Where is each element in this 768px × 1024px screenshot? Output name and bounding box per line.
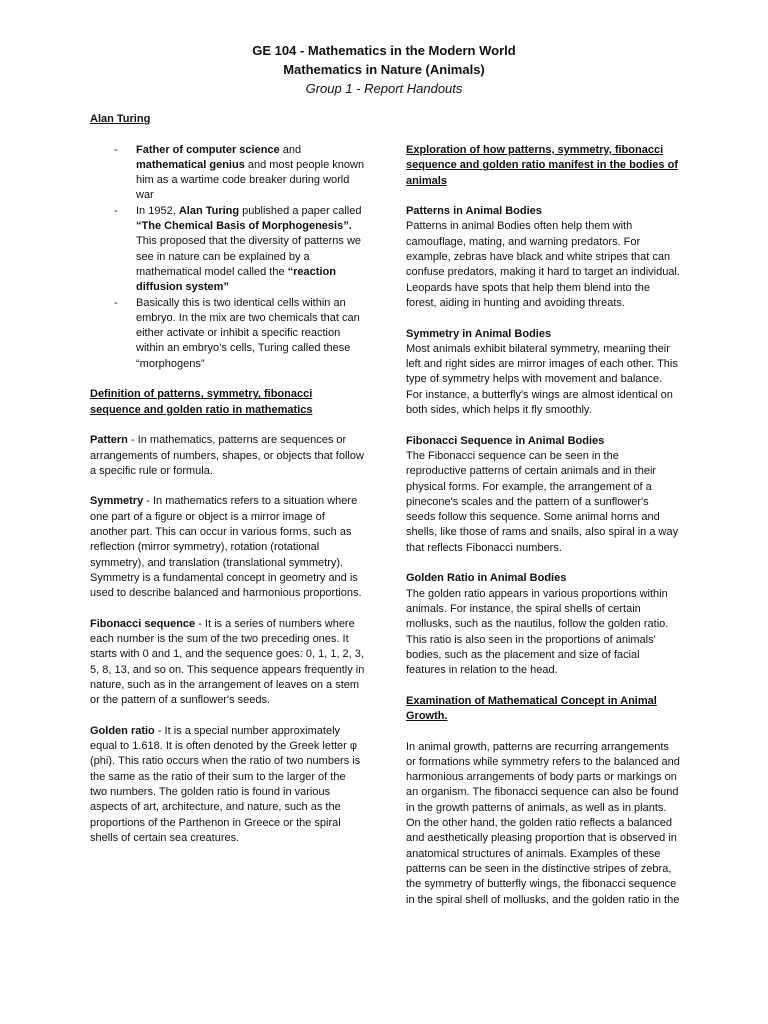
list-item: - In 1952, Alan Turing published a paper called “The Chemical Basis of Morphogenesis”. This proposed that the diversity of patterns we see in nature can be explained by a mathematical model called the “reaction diffusion system” bbox=[90, 204, 365, 296]
patterns-heading: Patterns in Animal Bodies bbox=[406, 205, 542, 218]
symmetry-text: Most animals exhibit bilateral symmetry, meaning their left and right sides are mirror images of each other. This type of symmetry helps with movement and balance. For instance, a butterfly's wings are almost identical on both sides, which helps it fly smoothly. bbox=[406, 342, 678, 417]
pattern-definition: Pattern - In mathematics, patterns are sequences or arrangements of numbers, shapes, or objects that follow a specific rule or formula. bbox=[90, 434, 364, 477]
fibonacci-definition: Fibonacci sequence - It is a series of numbers where each number is the sum of the two preceding ones. It starts with 0 and 1, and the sequence goes: 0, 1, 1, 2, 3, 5, 8, 13, and so on. This sequence appears frequently in nature, such as in the arrangement of leaves on a stem or the pattern of a sunflower's seeds. bbox=[90, 617, 365, 707]
patterns-text: Patterns in animal Bodies often help them with camouflage, mating, and warning predators. For example, zebras have black and white stripes that can confuse predators, making it hard to target an individual. Leopards have spots that help them blend into the forest, aiding in hunting and avoiding threats. bbox=[406, 220, 680, 309]
golden-ratio-text: The golden ratio appears in various proportions within animals. For instance, the spiral shells of certain mollusks, such as the nautilus, follow the golden ratio. This ratio is also seen in the proportions of animals' bodies, such as the placement and size of facial features in relation to the head. bbox=[406, 587, 669, 677]
list-item: - Father of computer science and mathematical genius and most people known him as a wartime code breaker during world war bbox=[90, 143, 365, 204]
golden-ratio-definition: Golden ratio - It is a special number approximately equal to 1.618. It is often denoted by the Greek letter φ (phi). This ratio occurs when the ratio of two numbers is the same as the ratio of their sum to the larger of the two numbers. The golden ratio is found in various aspects of art, architecture, and nature, such as the proportions of the Parthenon in Greece or the spiral shells of certain sea creatures. bbox=[90, 724, 361, 844]
fibonacci-text: The Fibonacci sequence can be seen in the reproductive patterns of certain animals and in their physical forms. For example, the arrangement of a pinecone's scales and the pattern of a sunflower's seeds follow this sequence. Some animal horns and shells, like those of rams and snails, also spiral in a way that reflects Fibonacci numbers. bbox=[406, 449, 679, 554]
course-title: GE 104 - Mathematics in the Modern World bbox=[252, 43, 516, 58]
examination-heading: Examination of Mathematical Concept in Animal Growth. bbox=[406, 694, 657, 722]
document-subtitle: Group 1 - Report Handouts bbox=[305, 81, 463, 96]
right-column bbox=[406, 143, 681, 908]
document-header bbox=[0, 41, 768, 98]
list-item: - Basically this is two identical cells within an embryo. In the mix are two chemicals that can either activate or inhibit a specific reaction within an embryo’s cells, Turing called these “morphogens” bbox=[90, 296, 365, 372]
symmetry-definition: Symmetry - In mathematics refers to a situation where one part of a figure or object is a mirror image of another part. This can occur in various forms, such as reflection (mirror symmetry), rotation (rotational symmetry), and translation (translational symmetry). Symmetry is a fundamental concept in geometry and is used to describe balanced and harmonious proportions. bbox=[90, 495, 362, 600]
examination-text: In animal growth, patterns are recurring arrangements or formations while symmetry refers to the balanced and harmonious arrangements of body parts or markings on an organism. The fibonacci sequence can also be found in the growth patterns of animals, as well as in plants. On the other hand, the golden ratio reflects a balanced and aesthetically pleasing proportion that is observed in anatomical structures of animals. Examples of these patterns can be seen in the distinctive stripes of zebra, the symmetry of butterfly wings, the fibonacci sequence in the spiral shell of mollusks, and the golden ratio in the bbox=[406, 740, 680, 906]
alan-turing-heading: Alan Turing bbox=[90, 113, 151, 125]
topic-title: Mathematics in Nature (Animals) bbox=[283, 62, 485, 77]
exploration-heading: Exploration of how patterns, symmetry, fibonacci sequence and golden ratio manifest in the bodies of animals bbox=[406, 144, 678, 187]
turing-bullet-list bbox=[90, 143, 365, 372]
definitions-heading: Definition of patterns, symmetry, fibonacci sequence and golden ratio in mathematics bbox=[90, 388, 313, 416]
golden-ratio-heading: Golden Ratio in Animal Bodies bbox=[406, 572, 567, 585]
left-column bbox=[90, 112, 365, 846]
symmetry-heading: Symmetry in Animal Bodies bbox=[406, 327, 552, 340]
fibonacci-heading: Fibonacci Sequence in Animal Bodies bbox=[406, 434, 605, 447]
